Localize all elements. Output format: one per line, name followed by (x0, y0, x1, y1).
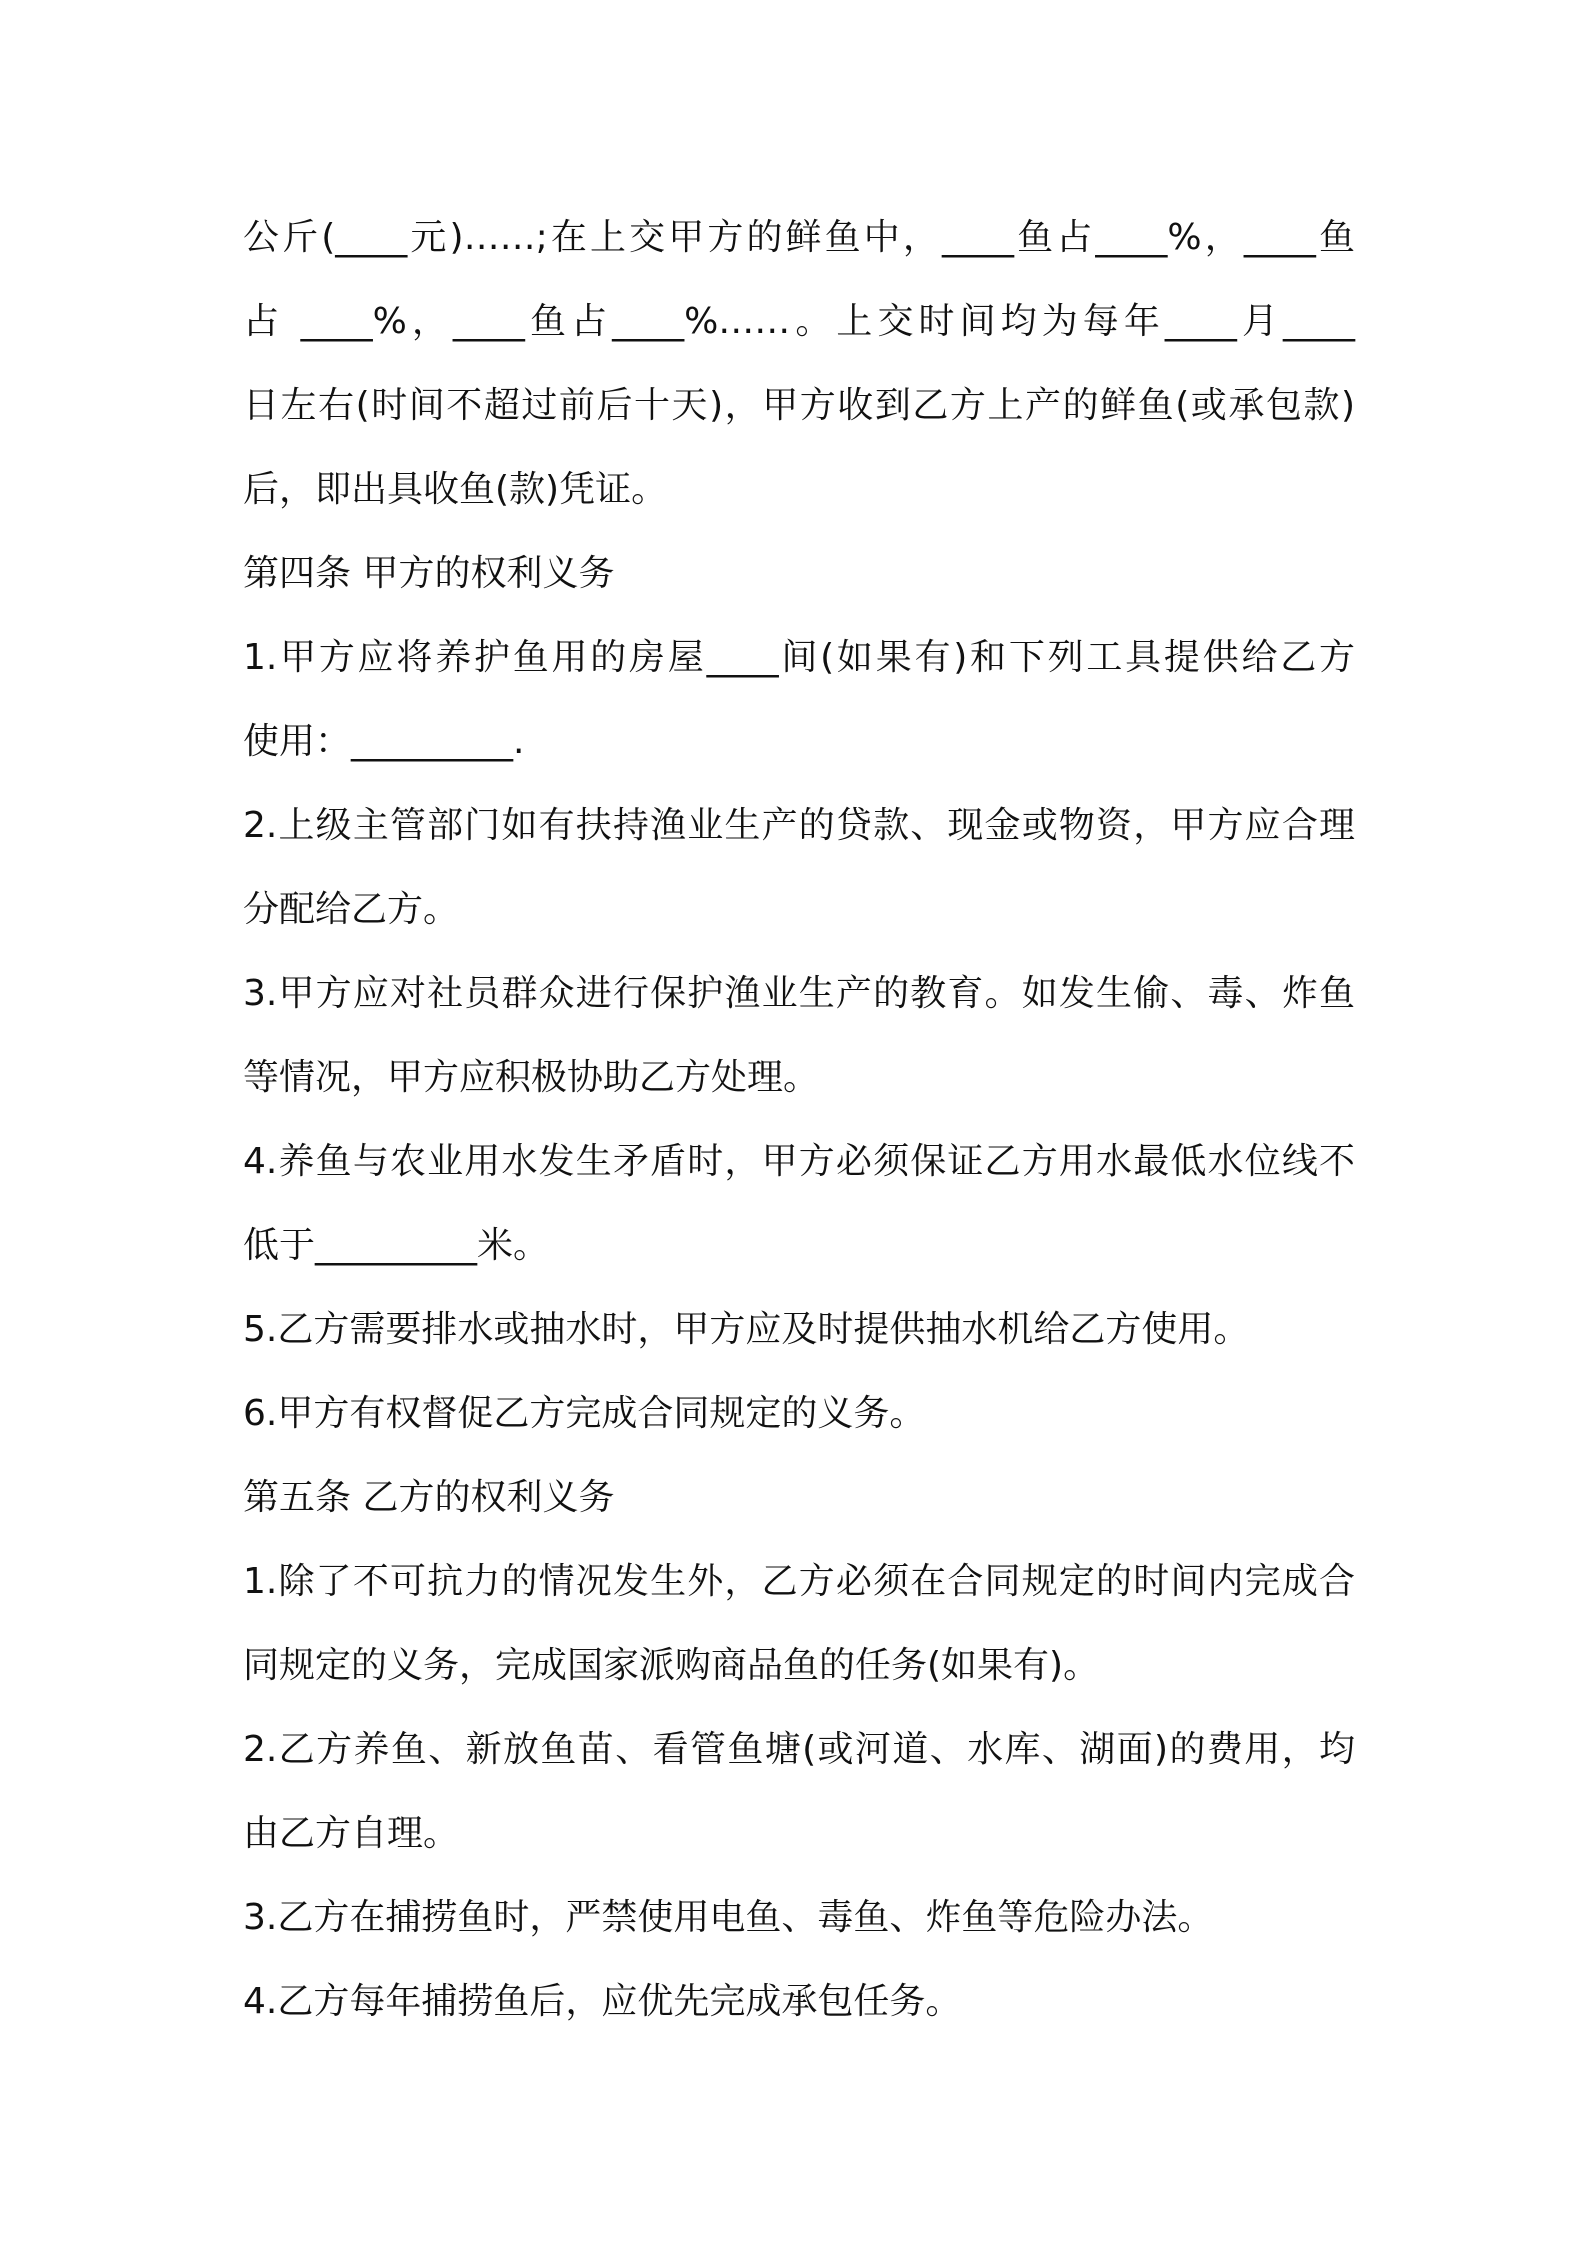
text-line: 1.甲方应将养护鱼用的房屋____间(如果有)和下列工具提供给乙方 (243, 637, 1355, 678)
text-line: 3.乙方在捕捞鱼时，严禁使用电鱼、毒鱼、炸鱼等危险办法。 (243, 1897, 1214, 1938)
text-line: 低于_________米。 (243, 1225, 550, 1266)
text-line: 分配给乙方。 (243, 889, 460, 930)
text-line: 由乙方自理。 (243, 1813, 460, 1854)
text-line: 同规定的义务，完成国家派购商品鱼的任务(如果有)。 (243, 1645, 1100, 1686)
text-line: 等情况，甲方应积极协助乙方处理。 (243, 1057, 820, 1098)
text-line: 使用：_________. (243, 721, 525, 762)
text-line: 5.乙方需要排水或抽水时，甲方应及时提供抽水机给乙方使用。 (243, 1309, 1250, 1350)
text-line: 2.乙方养鱼、新放鱼苗、看管鱼塘(或河道、水库、湖面)的费用，均 (243, 1729, 1355, 1770)
text-line: 6.甲方有权督促乙方完成合同规定的义务。 (243, 1393, 926, 1434)
section-heading: 第五条 乙方的权利义务 (243, 1477, 615, 1518)
section-heading: 第四条 甲方的权利义务 (243, 553, 615, 594)
text-line: 1.除了不可抗力的情况发生外，乙方必须在合同规定的时间内完成合 (243, 1561, 1355, 1602)
text-line: 2.上级主管部门如有扶持渔业生产的贷款、现金或物资，甲方应合理 (243, 805, 1355, 846)
text-line: 日左右(时间不超过前后十天)，甲方收到乙方上产的鲜鱼(或承包款) (243, 385, 1355, 426)
text-line: 占 ____%，____鱼占____%……。上交时间均为每年____月____ (243, 301, 1355, 342)
text-line: 4.养鱼与农业用水发生矛盾时，甲方必须保证乙方用水最低水位线不 (243, 1141, 1355, 1182)
text-line: 4.乙方每年捕捞鱼后，应优先完成承包任务。 (243, 1981, 962, 2022)
text-line: 后，即出具收鱼(款)凭证。 (243, 469, 668, 510)
text-line: 公斤(____元)……;在上交甲方的鲜鱼中，____鱼占____%，____鱼 (243, 217, 1355, 258)
text-line: 3.甲方应对社员群众进行保护渔业生产的教育。如发生偷、毒、炸鱼 (243, 973, 1355, 1014)
document-body (243, 196, 1355, 2044)
